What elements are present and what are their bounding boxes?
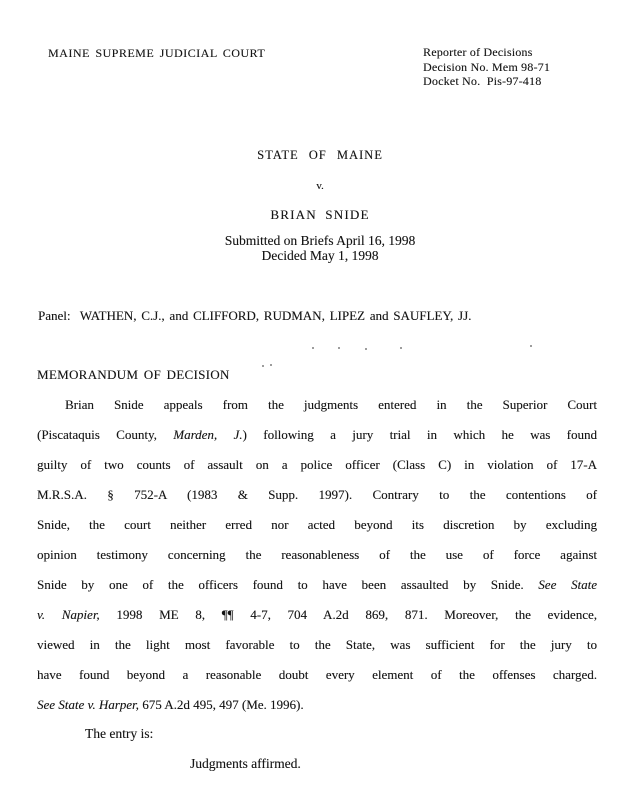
body-text: viewed in the light most favorable to the State, was sufficient for the jury to <box>37 637 597 652</box>
body-text: have found beyond a reasonable doubt every element of the offenses charged. <box>37 667 597 682</box>
scan-noise-dot <box>338 347 340 349</box>
memorandum-heading: MEMORANDUM OF DECISION <box>37 367 230 382</box>
body-text: M.R.S.A. § 752-A (1983 & Supp. 1997). Contrary to the contentions of <box>37 487 597 502</box>
body-text: guilty of two counts of assault on a police officer (Class C) in violation of 17-A <box>37 457 597 472</box>
submitted-date-line: Submitted on Briefs April 16, 1998 <box>224 233 416 248</box>
case-citation: See State v. Harper, <box>37 697 139 712</box>
body-text: 675 A.2d 495, 497 (Me. 1996). <box>138 697 304 712</box>
decision-number-line: Decision No. Mem 98-71 <box>423 59 551 74</box>
body-line <box>37 576 597 606</box>
body-line <box>37 396 597 426</box>
court-name: MAINE SUPREME JUDICIAL COURT <box>48 46 266 60</box>
reporter-of-decisions-line: Reporter of Decisions <box>423 45 533 59</box>
case-party-defendant: BRIAN SNIDE <box>270 207 370 222</box>
body-line <box>37 426 597 456</box>
body-text: 1998 ME 8, ¶¶ 4-7, 704 A.2d 869, 871. Moreover, the evidence, <box>99 607 597 622</box>
body-line <box>37 636 597 666</box>
panel-line: Panel: WATHEN, C.J., and CLIFFORD, RUDMAN, LIPEZ and SAUFLEY, JJ. <box>38 308 472 323</box>
case-party-plaintiff: STATE OF MAINE <box>257 148 383 162</box>
body-line <box>37 666 597 696</box>
body-line <box>37 696 597 726</box>
body-line <box>37 486 597 516</box>
scan-noise-dot <box>400 347 402 349</box>
scan-noise-dot <box>530 345 532 347</box>
body-text: ) following a jury trial in which he was found <box>242 427 597 442</box>
body-text: Snide by one of the officers found to have been assaulted by Snide. <box>37 577 539 592</box>
scan-noise-dot <box>312 347 314 349</box>
body-text: (Piscataquis County, <box>37 427 174 442</box>
body-line <box>37 456 597 486</box>
entry-disposition: Judgments affirmed. <box>190 756 301 771</box>
case-citation: See State <box>538 577 597 592</box>
body-text: opinion testimony concerning the reasonableness of the use of force against <box>37 547 597 562</box>
scan-noise-dot <box>365 348 367 350</box>
docket-number-line: Docket No. Pis-97-418 <box>423 74 542 88</box>
case-citation: v. Napier, <box>37 607 100 622</box>
decided-date-line: Decided May 1, 1998 <box>261 248 379 263</box>
reporter-block <box>423 45 550 89</box>
decision-body <box>37 396 597 726</box>
body-line <box>37 516 597 546</box>
body-line <box>37 546 597 576</box>
scan-noise-dot <box>262 365 264 367</box>
case-versus: v. <box>316 180 324 192</box>
entry-label: The entry is: <box>85 726 154 741</box>
case-citation: Marden, J. <box>173 427 243 442</box>
body-text: Snide, the court neither erred nor acted beyond its discretion by excluding <box>37 517 597 532</box>
body-line <box>37 606 597 636</box>
scan-noise-dot <box>270 364 272 366</box>
body-text: Brian Snide appeals from the judgments entered in the Superior Court <box>65 397 597 412</box>
